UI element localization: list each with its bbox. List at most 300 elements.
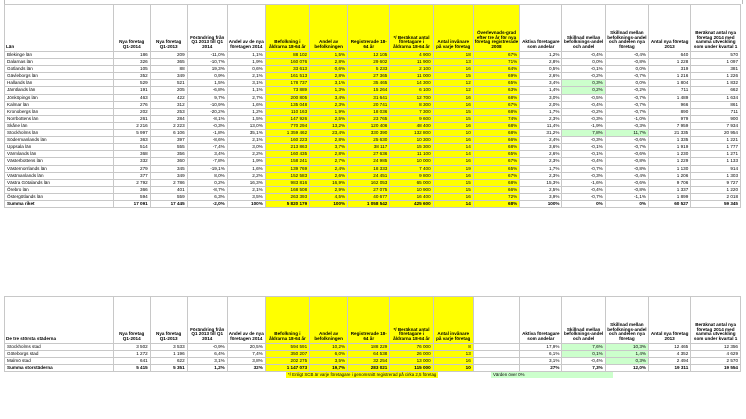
cell: 332: [113, 158, 150, 165]
cell: 76 000: [390, 344, 433, 351]
row-label: Stockholms stad: [5, 344, 114, 351]
cell: 2,5%: [520, 186, 562, 193]
column-header: Andel av de nya företagen 2014: [227, 297, 265, 344]
cell: 35,1%: [227, 130, 265, 137]
cell: 88: [150, 66, 187, 73]
summary-cell: 425 600: [390, 200, 433, 207]
cell: 65%: [473, 151, 519, 158]
cell: 13: [433, 59, 473, 66]
cell: 24 985: [348, 158, 390, 165]
cell: 711: [649, 87, 691, 94]
cell: 2,8%: [520, 59, 562, 66]
cell: 3,5%: [227, 193, 265, 200]
cell: 11,4%: [520, 122, 562, 129]
cell: 3,1%: [310, 80, 348, 87]
cell: 18 036: [348, 108, 390, 115]
cell: 0,3%: [605, 358, 648, 365]
cell: 861: [691, 101, 741, 108]
cell: 9 706: [649, 179, 691, 186]
cell: 66%: [473, 186, 519, 193]
cell: 2 792: [113, 179, 150, 186]
cell: -0,8%: [605, 158, 648, 165]
column-header: */ Beräknat antal företagare i åldrarna 18-64 år: [390, 5, 433, 52]
cell: 2,8%: [310, 137, 348, 144]
cell: 67%: [473, 52, 519, 59]
summary-cell: 7,3%: [562, 365, 605, 372]
cell: 529: [113, 80, 150, 87]
cell: 641: [113, 358, 150, 365]
cell: 5 997: [113, 130, 150, 137]
cell: 1 221: [691, 137, 741, 144]
cell: 594 591: [265, 344, 309, 351]
summary-cell: 1 147 073: [265, 365, 309, 372]
cell: 352: [113, 73, 150, 80]
cell: 2,6%: [520, 151, 562, 158]
cell: -0,7%: [605, 73, 648, 80]
cell: 349: [150, 172, 187, 179]
cell: 2,2%: [227, 172, 265, 179]
table-row: [5, 151, 741, 158]
table-row: [5, 101, 741, 108]
cell: 27 636: [348, 151, 390, 158]
cell: 253: [150, 108, 187, 115]
cell: -1,0%: [605, 115, 648, 122]
row-label: Skåne län: [5, 122, 114, 129]
cell: -0,3%: [562, 115, 605, 122]
cell: 31 641: [348, 94, 390, 101]
cell: 139 769: [265, 165, 309, 172]
cell: -0,3%: [562, 172, 605, 179]
cell: 64 538: [348, 351, 390, 358]
cell: 68%: [473, 130, 519, 137]
cell: -10,9%: [187, 101, 227, 108]
cell: 3,4%: [187, 151, 227, 158]
cell: 67%: [473, 101, 519, 108]
cell: 1 777: [691, 144, 741, 151]
table-row: [5, 144, 741, 151]
cell: -1,9%: [562, 122, 605, 129]
cell: 1,6%: [227, 101, 265, 108]
table-row: [5, 59, 741, 66]
cell: 3,6%: [520, 144, 562, 151]
cell: 312: [150, 101, 187, 108]
column-header: Aktiva företagare som andelar: [520, 5, 562, 52]
cell: 1,6%: [227, 165, 265, 172]
cell: 1 303: [691, 172, 741, 179]
row-label: Malmö stad: [5, 358, 114, 365]
cell: -0,7%: [605, 101, 648, 108]
cell: -8,7%: [187, 186, 227, 193]
cell: 1 230: [649, 151, 691, 158]
row-label: Västra Götalands län: [5, 179, 114, 186]
cell: 11 100: [390, 151, 433, 158]
column-header: Beräknat antal nya företag 2014 med samma utveckling som under kvartal 1: [691, 297, 741, 344]
row-label: Värmlands län: [5, 151, 114, 158]
cell: 10: [433, 130, 473, 137]
cell: 3,4%: [310, 94, 348, 101]
row-label: Gävleborgs län: [5, 73, 114, 80]
cell: 74%: [473, 115, 519, 122]
column-header: Andel av de nya företagen 2014: [227, 5, 265, 52]
cell: 377: [113, 172, 150, 179]
cell: 1 899: [649, 193, 691, 200]
column-header: Antal invånare på varje företag: [433, 297, 473, 344]
cell: 16,3%: [227, 179, 265, 186]
cell: 152 583: [265, 172, 309, 179]
cell: 2,3%: [520, 158, 562, 165]
cell: 2,9%: [310, 186, 348, 193]
cell: 276: [113, 101, 150, 108]
cell: 365: [150, 59, 187, 66]
cell: 326: [113, 59, 150, 66]
cell: 13,2%: [310, 122, 348, 129]
cell: 14: [433, 144, 473, 151]
cell: 12 700: [390, 94, 433, 101]
cell: 263 393: [265, 193, 309, 200]
cell: 3,1%: [187, 358, 227, 365]
cell: 3,4%: [520, 80, 562, 87]
cell: 1 196: [150, 351, 187, 358]
cell: 3,1%: [227, 80, 265, 87]
column-header: Antal invånare på varje företag: [433, 5, 473, 52]
cell: 72%: [473, 193, 519, 200]
cell: 770 294: [265, 122, 309, 129]
cell: 2,1%: [227, 73, 265, 80]
cell: -0,8%: [605, 186, 648, 193]
summary-cell: 10: [433, 365, 473, 372]
row-label: Södermanlands län: [5, 137, 114, 144]
cell: 11 000: [390, 73, 433, 80]
cell: -0,4%: [605, 52, 648, 59]
cell: 16: [433, 101, 473, 108]
cell: 1 206: [649, 172, 691, 179]
table-row: [5, 193, 741, 200]
cell: 160 223: [265, 137, 309, 144]
cell: 10 000: [390, 158, 433, 165]
cell: 3,9%: [520, 193, 562, 200]
cell: 24 451: [348, 172, 390, 179]
cell: 350 207: [265, 351, 309, 358]
cell: 9 800: [390, 172, 433, 179]
cell: 15: [433, 108, 473, 115]
cell: 16: [433, 94, 473, 101]
cell: 2,8%: [310, 73, 348, 80]
cell: -0,4%: [562, 358, 605, 365]
column-header: */ Beräknat antal företagare i åldrarna 18-64 år: [390, 297, 433, 344]
cell: 1,4%: [520, 87, 562, 94]
cell: 7,8%: [562, 130, 605, 137]
cell: 3,0%: [227, 144, 265, 151]
cell: 662: [691, 87, 741, 94]
cell: 1 919: [649, 144, 691, 151]
cell: 15 300: [390, 144, 433, 151]
cell: 32 254: [348, 358, 390, 365]
summary-cell: 283 021: [348, 365, 390, 372]
cell: 330 390: [348, 130, 390, 137]
cell: -0,2%: [562, 73, 605, 80]
cell: 2,1%: [227, 186, 265, 193]
table-row: [5, 179, 741, 186]
summary-cell: 60 527: [649, 200, 691, 207]
cell: 18 333: [348, 165, 390, 172]
cell: 2,2%: [227, 151, 265, 158]
table-row: [5, 66, 741, 73]
cell: 23,4%: [310, 130, 348, 137]
cell: 0,2%: [562, 87, 605, 94]
cell: 381: [691, 66, 741, 73]
cell: 191: [113, 87, 150, 94]
cell: 10 300: [390, 137, 433, 144]
cell: 2,3%: [310, 101, 348, 108]
column-header: Nya företag Q1-2013: [150, 5, 187, 52]
cell: -0,7%: [562, 165, 605, 172]
column-header: Nya företag Q1-2014: [113, 297, 150, 344]
cell: 1,5%: [310, 52, 348, 59]
summary-cell: 68%: [473, 200, 519, 207]
cell: 0,1%: [562, 351, 605, 358]
cell: 2,8%: [310, 59, 348, 66]
row-label: Jämtlands län: [5, 87, 114, 94]
cell: 1 097: [691, 59, 741, 66]
cell: 68%: [473, 94, 519, 101]
cell: -0,8%: [605, 59, 648, 66]
row-label: Blekinge län: [5, 52, 114, 59]
cell: 10,3%: [605, 344, 648, 351]
cell: 15,3%: [520, 179, 562, 186]
cell: 0,2%: [187, 179, 227, 186]
cell: 363: [113, 137, 150, 144]
cell: -0,6%: [605, 151, 648, 158]
column-header: Förändring från Q1 2013 till Q1 2014: [187, 297, 227, 344]
table-row: [5, 87, 741, 94]
cell: 147 926: [265, 115, 309, 122]
cell: 209: [150, 52, 187, 59]
cell: 1,3%: [310, 87, 348, 94]
cell: 1 216: [649, 73, 691, 80]
cell: 2,8%: [310, 151, 348, 158]
cell: -1,8%: [187, 130, 227, 137]
cell: 17,9%: [520, 344, 562, 351]
cell: 6,4%: [187, 351, 227, 358]
cell: 10,2%: [310, 344, 348, 351]
row-label: Stockholms län: [5, 130, 114, 137]
cell: 7,4%: [227, 351, 265, 358]
cell: 570: [691, 52, 741, 59]
cell: 3,8%: [227, 358, 265, 365]
summary-cell: 12,0%: [605, 365, 648, 372]
summary-cell: 32%: [227, 365, 265, 372]
column-header: Överlevnads-grad efter tre år för nya företag registrerade 2008: [473, 5, 519, 52]
cell: 1 229: [649, 158, 691, 165]
cell: -0,1%: [562, 66, 605, 73]
cell: 200 805: [265, 94, 309, 101]
cell: 12 465: [649, 344, 691, 351]
cell: 27 365: [348, 73, 390, 80]
cell: 158 241: [265, 158, 309, 165]
row-label: Gotlands län: [5, 66, 114, 73]
cell: 3 502: [113, 344, 150, 351]
cell: 2,6%: [310, 172, 348, 179]
cell: 1 271: [691, 151, 741, 158]
cell: 2,5%: [310, 115, 348, 122]
cell: 16: [433, 137, 473, 144]
cell: 73 889: [265, 87, 309, 94]
cell: 6,1%: [520, 351, 562, 358]
cell: 2 494: [649, 358, 691, 365]
cell: 168 508: [265, 186, 309, 193]
cell: 2 018: [691, 193, 741, 200]
cell: 8 300: [390, 101, 433, 108]
cell: 68%: [473, 108, 519, 115]
cell: 20 741: [348, 101, 390, 108]
cell: -0,7%: [605, 94, 648, 101]
cell: -0,1%: [562, 151, 605, 158]
cell: 0,9%: [187, 73, 227, 80]
cell: -8,6%: [187, 137, 227, 144]
cell: 16: [433, 358, 473, 365]
summary-row: [5, 200, 741, 207]
cell: 1 130: [649, 165, 691, 172]
cell: 40 677: [348, 193, 390, 200]
cell: 11 900: [390, 59, 433, 66]
cell: 48 400: [390, 122, 433, 129]
cell: -0,3%: [605, 122, 648, 129]
row-label: Kronobergs län: [5, 108, 114, 115]
cell: -20,2%: [187, 108, 227, 115]
cell: -7,8%: [187, 158, 227, 165]
cell: 13: [433, 351, 473, 358]
cell: -0,3%: [562, 137, 605, 144]
cell: 12 356: [691, 344, 741, 351]
column-header: Skillnad mellan befolknings-andel och andelen nya företag: [605, 297, 648, 344]
cell: 966: [649, 101, 691, 108]
summary-cell: -2,0%: [187, 200, 227, 207]
cell: -0,2%: [605, 87, 648, 94]
cell: -0,7%: [605, 144, 648, 151]
cell: 205: [150, 87, 187, 94]
row-label: Göteborgs stad: [5, 351, 114, 358]
cell: 356: [150, 151, 187, 158]
cell: 6 100: [390, 87, 433, 94]
county-table: [4, 4, 741, 208]
summary-cell: 19 311: [649, 365, 691, 372]
row-label: Östergötlands län: [5, 193, 114, 200]
row-label: Kalmar län: [5, 101, 114, 108]
table-row: [5, 80, 741, 87]
cell: 1 337: [649, 186, 691, 193]
summary-cell: 0%: [605, 200, 648, 207]
cell: 2,7%: [310, 158, 348, 165]
cell: 7 400: [390, 165, 433, 172]
summary-cell: 19 554: [691, 365, 741, 372]
cell: 68%: [473, 179, 519, 186]
row-label: Örebro län: [5, 186, 114, 193]
table-row: [5, 130, 741, 137]
cell: 284: [150, 115, 187, 122]
cell: 1 804: [649, 80, 691, 87]
cell: 161 513: [265, 73, 309, 80]
cell: -0,8%: [605, 165, 648, 172]
cell: 463: [113, 94, 150, 101]
cell: 14 300: [390, 80, 433, 87]
column-header: Aktiva företagare som andelar: [520, 297, 562, 344]
cell: 9 727: [691, 179, 741, 186]
cell: 63%: [473, 87, 519, 94]
cell: 401: [150, 186, 187, 193]
cell: 202: [113, 108, 150, 115]
cell: 2,3%: [520, 115, 562, 122]
cell: 422: [150, 94, 187, 101]
summary-cell: 1,2%: [187, 365, 227, 372]
cell: 15: [433, 115, 473, 122]
cell: 1,5%: [227, 115, 265, 122]
cell: 1,9%: [227, 59, 265, 66]
cell: 7 934: [691, 122, 741, 129]
cell: 188 229: [348, 344, 390, 351]
table-row: [5, 172, 741, 179]
cell: 1,5%: [187, 80, 227, 87]
cell: 9 600: [390, 115, 433, 122]
cell: 2,3%: [520, 172, 562, 179]
summary-cell: 5 415: [113, 365, 150, 372]
cell: -8,1%: [187, 115, 227, 122]
cell: 1,2%: [227, 108, 265, 115]
legend: Värden över 0%: [491, 372, 613, 378]
summary-cell: 59 345: [691, 200, 741, 207]
cell: -0,6%: [605, 137, 648, 144]
cell: 19,3%: [187, 66, 227, 73]
cell: 1 359 462: [265, 130, 309, 137]
cell: 319: [649, 66, 691, 73]
cell: 1,7%: [520, 108, 562, 115]
cell: 2,1%: [227, 137, 265, 144]
cell: 640: [649, 52, 691, 59]
cell: 132 800: [390, 130, 433, 137]
cell: 1,1%: [227, 52, 265, 59]
table-row: [5, 351, 741, 358]
summary-cell: 100%: [520, 200, 562, 207]
cell: 16: [433, 158, 473, 165]
cities-table: [4, 296, 741, 372]
cell: 26 000: [390, 351, 433, 358]
cell: 16: [433, 122, 473, 129]
cell: 88 102: [265, 52, 309, 59]
summary-cell: 115 000: [390, 365, 433, 372]
column-header: Andel av befolkningen: [310, 5, 348, 52]
cell: 27 075: [348, 186, 390, 193]
row-label: Västernorrlands län: [5, 165, 114, 172]
column-header: Skillnad mellan befolknings-andel och andel: [562, 297, 605, 344]
cell: -10,7%: [187, 59, 227, 66]
summary-cell: [473, 365, 519, 372]
cell: 65 000: [390, 179, 433, 186]
table-row: [5, 165, 741, 172]
cell: 10 900: [390, 186, 433, 193]
column-header: Län: [5, 5, 114, 52]
cell: 0,5%: [520, 66, 562, 73]
cell: 0,6%: [310, 66, 348, 73]
cell: 345: [150, 165, 187, 172]
cell: 2 570: [691, 358, 741, 365]
cell: 19: [433, 165, 473, 172]
cell: 135 048: [265, 101, 309, 108]
cell: 35 465: [348, 80, 390, 87]
cell: 18: [433, 52, 473, 59]
cell: 6,0%: [310, 351, 348, 358]
cell: 711: [691, 108, 741, 115]
cell: 16: [433, 193, 473, 200]
summary-row: [5, 365, 741, 372]
